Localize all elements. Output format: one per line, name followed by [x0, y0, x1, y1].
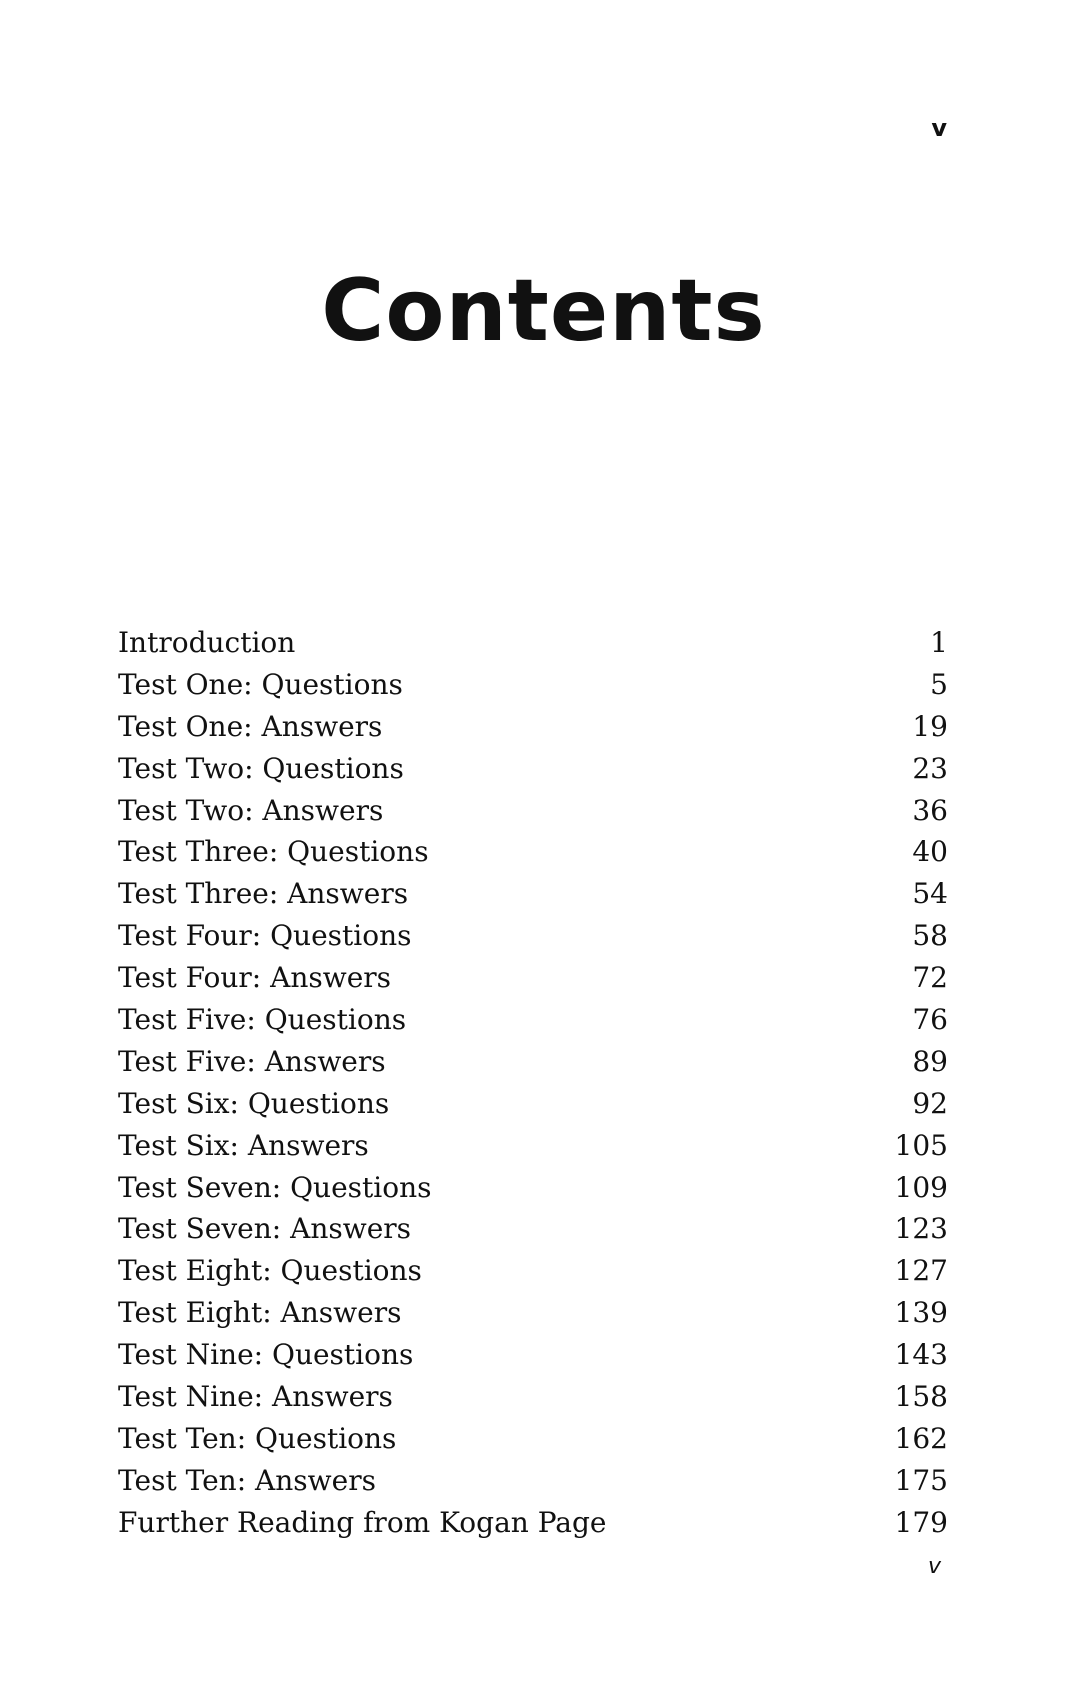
toc-entry[interactable] — [118, 1292, 948, 1334]
toc-entry-page-number: 123 — [894, 1212, 948, 1246]
toc-entry[interactable] — [118, 957, 948, 999]
folio-page-number: v — [927, 1554, 941, 1579]
toc-entry-page-number: 36 — [912, 793, 948, 827]
toc-entry-title: Test Three: Answers — [118, 877, 409, 911]
toc-entry[interactable] — [118, 706, 948, 748]
toc-entry-page-number: 40 — [912, 835, 948, 869]
toc-entry-title: Introduction — [118, 626, 296, 659]
toc-entry-title: Further Reading from Kogan Page — [118, 1505, 607, 1539]
toc-entry[interactable] — [118, 1208, 948, 1250]
toc-entry-title: Test Seven: Questions — [118, 1170, 432, 1204]
toc-entry[interactable] — [118, 1167, 948, 1209]
toc-entry-page-number: 139 — [894, 1296, 948, 1330]
toc-entry-title: Test Two: Answers — [118, 793, 384, 827]
toc-entry-page-number: 5 — [930, 667, 948, 701]
toc-entry[interactable] — [118, 873, 948, 915]
toc-entry-title: Test Six: Questions — [118, 1086, 390, 1120]
toc-entry[interactable] — [118, 1334, 948, 1376]
toc-entry-page-number: 162 — [894, 1421, 948, 1455]
toc-entry-page-number: 109 — [894, 1170, 948, 1204]
toc-entry-page-number: 54 — [912, 877, 948, 911]
toc-entry-title: Test Four: Questions — [118, 919, 412, 953]
toc-entry-page-number: 1 — [930, 626, 948, 659]
page-title: Contents — [321, 261, 766, 361]
toc-entry[interactable] — [118, 1250, 948, 1292]
toc-entry-title: Test Three: Questions — [118, 835, 429, 869]
toc-entry-page-number: 127 — [894, 1254, 948, 1288]
toc-entry[interactable] — [118, 664, 948, 706]
toc-entry-page-number: 23 — [912, 751, 948, 785]
toc-entry-page-number: 72 — [912, 961, 948, 995]
toc-entry-page-number: 58 — [912, 919, 948, 953]
toc-entry[interactable] — [118, 1083, 948, 1125]
toc-entry-title: Test Seven: Answers — [118, 1212, 412, 1246]
toc-entry[interactable] — [118, 1041, 948, 1083]
toc-entry-title: Test Nine: Questions — [118, 1338, 414, 1372]
toc-entry-title: Test Five: Questions — [118, 1003, 407, 1037]
toc-entry[interactable] — [118, 915, 948, 957]
toc-entry-page-number: 76 — [912, 1003, 948, 1037]
toc-entry-title: Test Four: Answers — [118, 961, 392, 995]
toc-entry-title: Test Six: Answers — [118, 1128, 369, 1162]
toc-entry-title: Test Nine: Answers — [118, 1380, 393, 1414]
toc-entry[interactable] — [118, 1502, 948, 1544]
toc-entry[interactable] — [118, 999, 948, 1041]
toc-entry[interactable] — [118, 748, 948, 790]
toc-entry[interactable] — [118, 622, 948, 664]
toc-entry-page-number: 158 — [894, 1380, 948, 1414]
toc-entry-title: Test Two: Questions — [118, 751, 404, 785]
toc-entry-page-number: 19 — [912, 709, 948, 743]
toc-entry-page-number: 175 — [894, 1463, 948, 1497]
toc-entry-title: Test Ten: Questions — [118, 1421, 397, 1455]
toc-entry[interactable] — [118, 1460, 948, 1502]
toc-entry[interactable] — [118, 831, 948, 873]
running-head-page-number: v — [931, 114, 947, 142]
toc-entry-title: Test One: Questions — [118, 667, 403, 701]
toc-entry-title: Test Five: Answers — [118, 1044, 386, 1078]
toc-entry-title: Test Ten: Answers — [118, 1463, 376, 1497]
toc-entry[interactable] — [118, 1125, 948, 1167]
toc-entry-title: Test Eight: Answers — [118, 1296, 402, 1330]
toc-entry[interactable] — [118, 1376, 948, 1418]
toc-entry-title: Test Eight: Questions — [118, 1254, 422, 1288]
toc-entry-page-number: 143 — [894, 1338, 948, 1372]
table-of-contents — [118, 622, 948, 1544]
toc-entry[interactable] — [118, 790, 948, 832]
toc-entry-page-number: 89 — [912, 1044, 948, 1078]
toc-entry[interactable] — [118, 1418, 948, 1460]
toc-entry-page-number: 105 — [894, 1128, 948, 1162]
toc-entry-title: Test One: Answers — [118, 709, 383, 743]
toc-entry-page-number: 92 — [912, 1086, 948, 1120]
toc-entry-page-number: 179 — [894, 1505, 948, 1539]
